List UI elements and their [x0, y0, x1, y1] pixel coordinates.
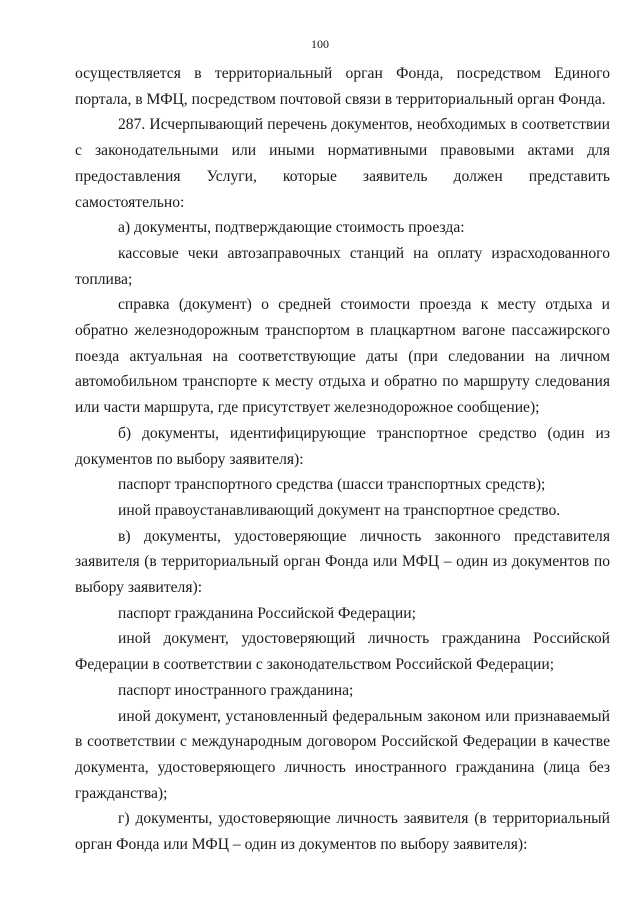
paragraph-item-a: а) документы, подтверждающие стоимость проезда: — [118, 219, 465, 237]
paragraph-fuel-receipts: кассовые чеки автозаправочных станций на оплату израсходованного топлива; — [75, 244, 610, 288]
paragraph-item-v: в) документы, удостоверяющие личность законного представителя заявителя (в территориальный орган Фонда или МФЦ – один из документов по выбору заявителя): — [75, 527, 610, 597]
document-body — [75, 61, 610, 858]
paragraph-other-foreign-id: иной документ, установленный федеральным законом или признаваемый в соответствии с международным договором Российской Федерации в качестве документа, удостоверяющего личность иностранного гражданина (лица без гражданства); — [75, 707, 610, 802]
paragraph-vehicle-passport: паспорт транспортного средства (шасси транспортных средств); — [118, 476, 546, 494]
paragraph-continuation: осуществляется в территориальный орган Фонда, посредством Единого портала, в МФЦ, посредством почтовой связи в территориальный орган Фонда. — [75, 65, 610, 108]
paragraph-287: 287. Исчерпывающий перечень документов, необходимых в соответствии с законодательными или иными нормативными правовыми актами для предоставления Услуги, которые заявитель должен представить самостоятельно: — [75, 116, 610, 211]
paragraph-vehicle-title-document: иной правоустанавливающий документ на транспортное средство. — [118, 501, 561, 519]
page-number: 100 — [311, 37, 329, 51]
paragraph-foreign-passport: паспорт иностранного гражданина; — [118, 681, 354, 699]
paragraph-travel-cost-certificate: справка (документ) о средней стоимости проезда к месту отдыха и обратно железнодорожным транспортом в плацкартном вагоне пассажирского поезда актуальная на соответствующие даты (при следовании на личном автомобильном транспорте к месту отдыха и обратно по маршруту следования или части маршрута, где присутствует железнодорожное сообщение); — [75, 296, 610, 417]
paragraph-item-g: г) документы, удостоверяющие личность заявителя (в территориальный орган Фонда или МФЦ – один из документов по выбору заявителя): — [75, 810, 610, 854]
paragraph-other-rf-id: иной документ, удостоверяющий личность гражданина Российской Федерации в соответствии с законодательством Российской Федерации; — [75, 630, 610, 674]
paragraph-item-b: б) документы, идентифицирующие транспортное средство (один из документов по выбору заявителя): — [75, 424, 610, 468]
paragraph-rf-passport: паспорт гражданина Российской Федерации; — [118, 604, 416, 622]
